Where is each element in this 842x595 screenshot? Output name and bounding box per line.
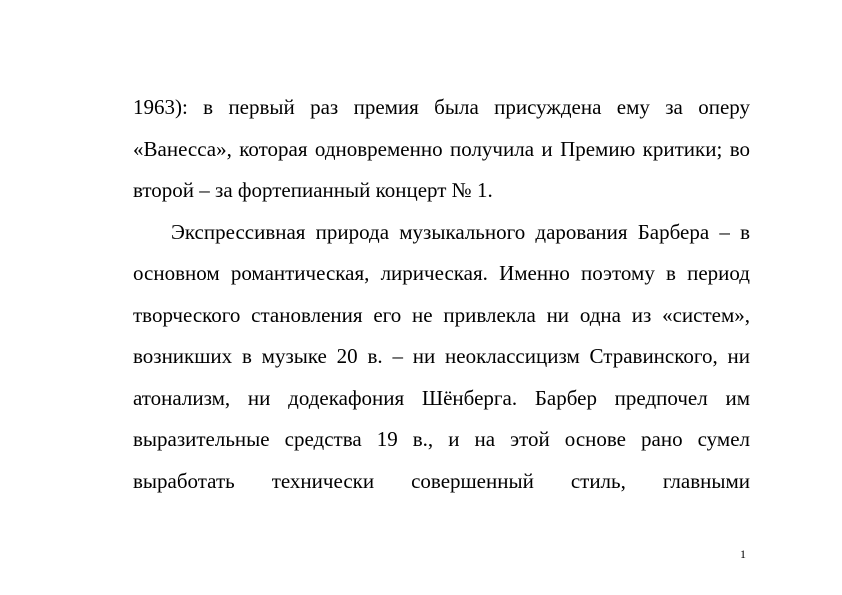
page-number: 1 (740, 547, 746, 561)
paragraph-1: 1963): в первый раз премия была присуждена ему за оперу «Ванесса», которая одновременно получила и Премию критики; во второй – за фортепианный концерт № 1. (133, 95, 750, 202)
paragraph-2: Экспрессивная природа музыкального дарования Барбера – в основном романтическая, лирическая. Именно поэтому в период творческого становления его не привлекла ни одна из «систем», возникших в музыке 20 в. – ни неоклассицизм Стравинского, ни атонализм, ни додекафония Шёнберга. Барбер предпочел им выразительные средства 19 в., и на этой основе рано сумел выработать технически совершенный стиль, главными (133, 219, 750, 493)
document-body (133, 87, 750, 502)
